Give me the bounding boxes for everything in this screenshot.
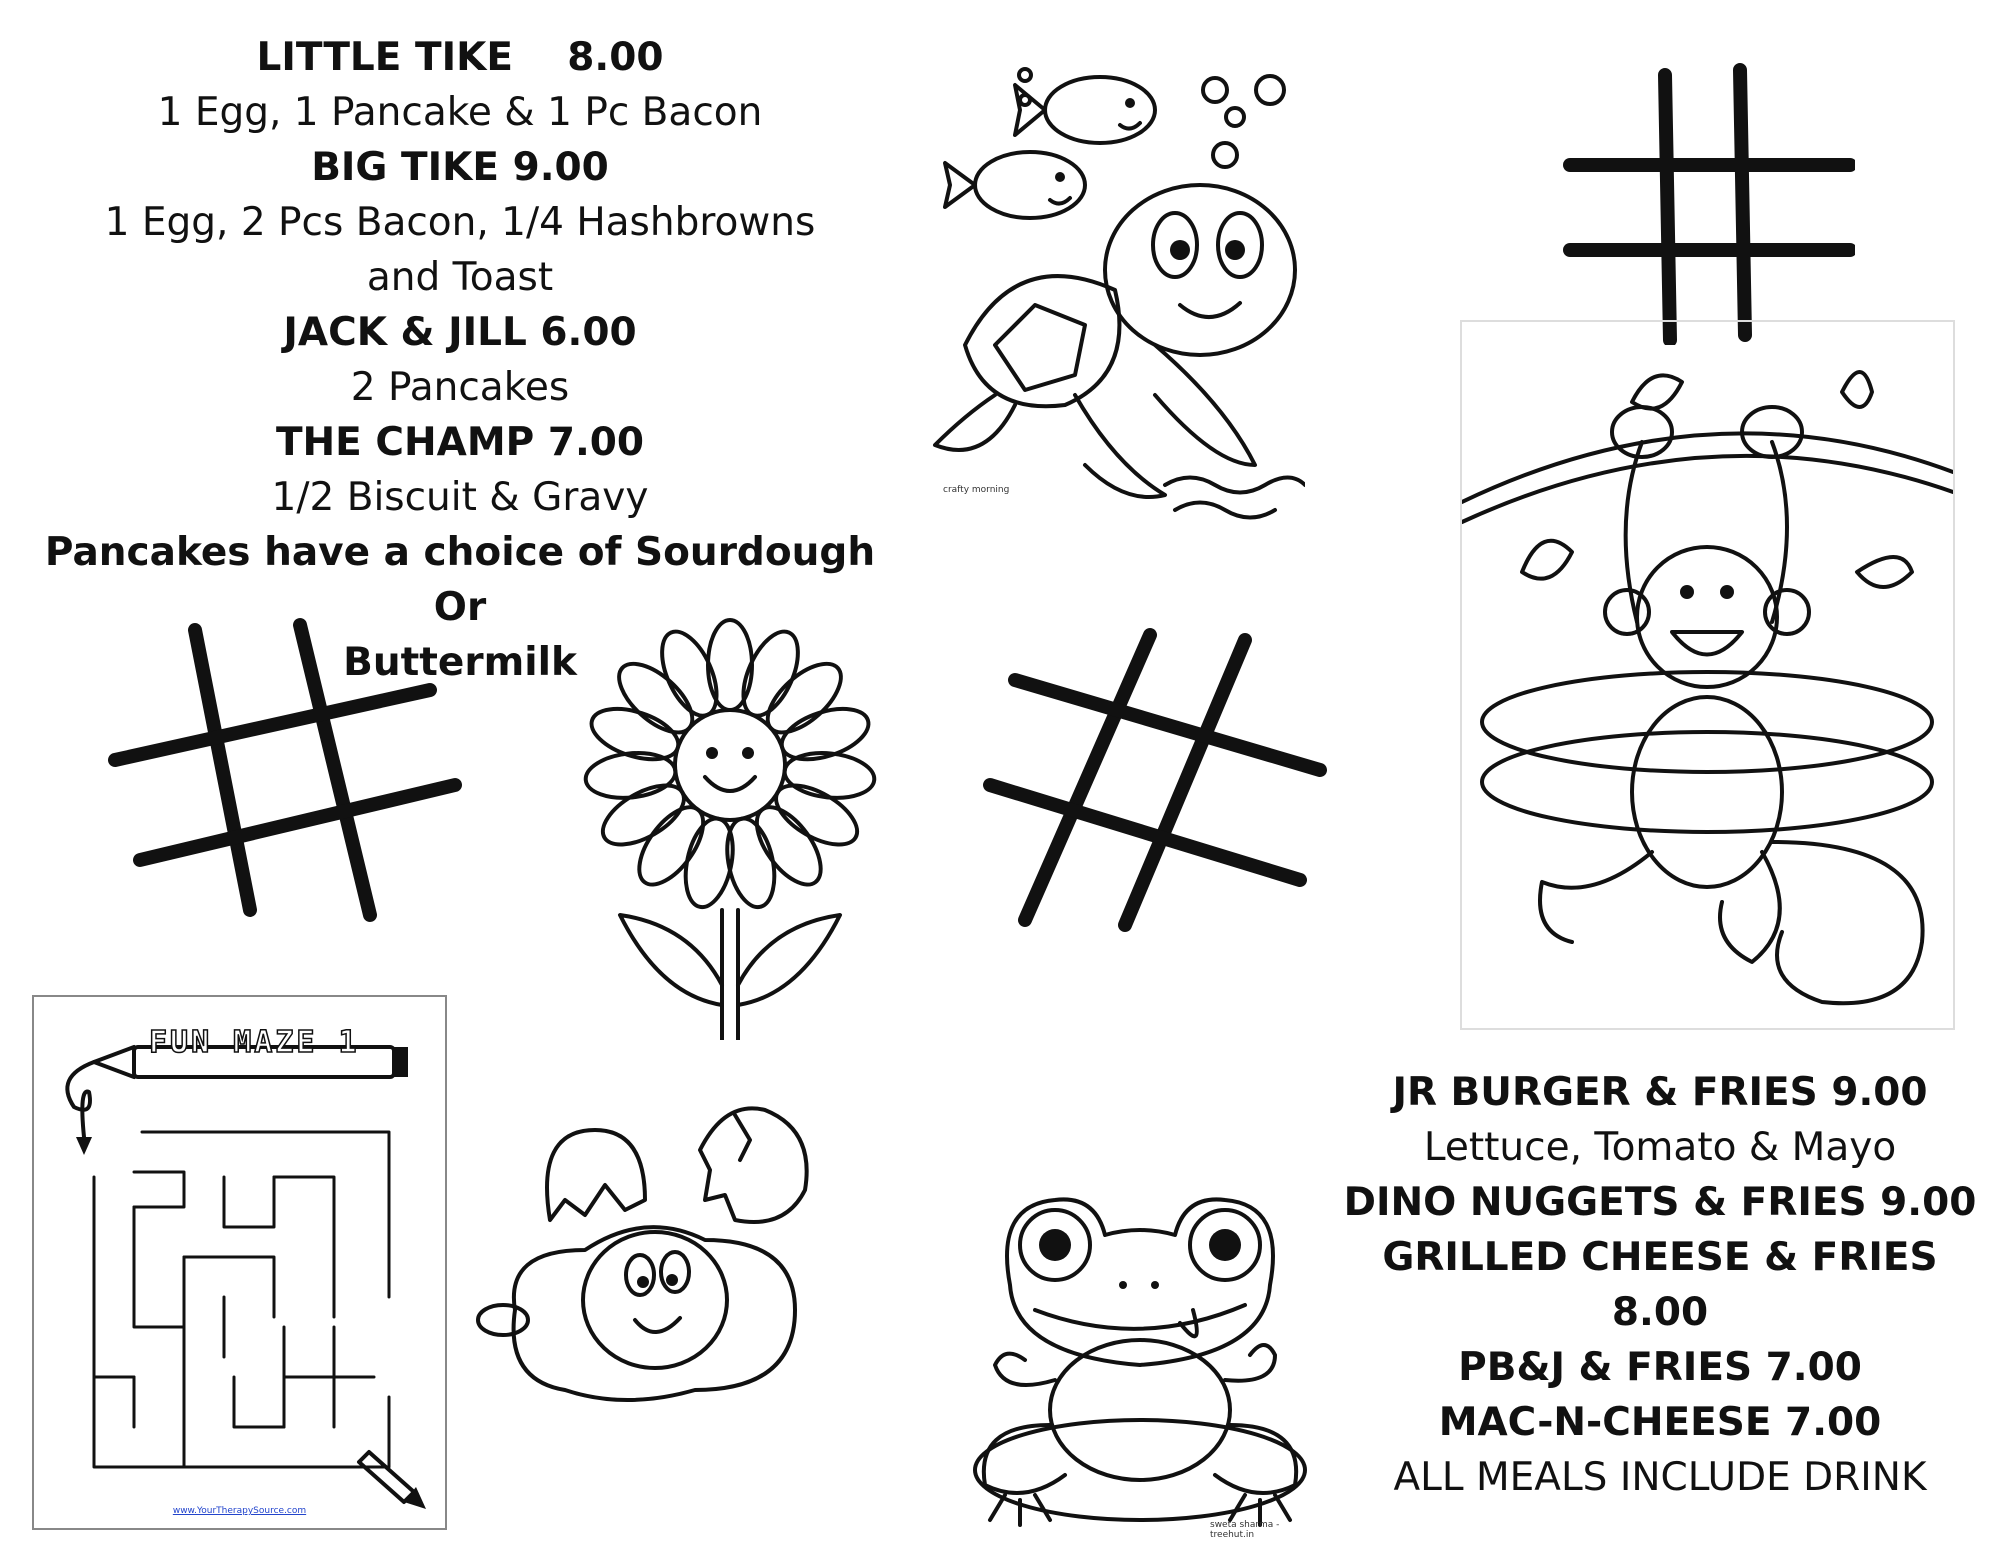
item-champ: THE CHAMP 7.00	[275, 420, 645, 465]
item-jr-burger-desc: Lettuce, Tomato & Mayo	[1423, 1125, 1897, 1170]
item-big-tike: BIG TIKE 9.00	[311, 145, 609, 190]
pancake-note-1: Pancakes have a choice of Sourdough Or	[44, 530, 876, 630]
item-champ-desc: 1/2 Biscuit & Gravy	[271, 475, 649, 520]
item-little-tike: LITTLE TIKE 8.00	[256, 35, 664, 80]
lunch-menu	[1340, 1065, 1980, 1505]
tic-tac-toe-grid-top-icon	[1555, 55, 1855, 345]
item-jack-jill-desc: 2 Pancakes	[350, 365, 570, 410]
item-big-tike-desc-1: 1 Egg, 2 Pcs Bacon, 1/4 Hashbrowns	[104, 200, 816, 245]
item-dino-nuggets: DINO NUGGETS & FRIES 9.00	[1343, 1180, 1977, 1225]
item-little-tike-desc: 1 Egg, 1 Pancake & 1 Pc Bacon	[157, 90, 763, 135]
item-grilled-cheese: GRILLED CHEESE & FRIES 8.00	[1382, 1235, 1938, 1335]
monkey-coloring-icon	[1460, 320, 1955, 1030]
tic-tac-toe-grid-middle-icon	[975, 620, 1335, 940]
maze-url-link[interactable]: www.YourTherapySource.com	[172, 1506, 307, 1516]
flower-coloring-icon	[560, 605, 900, 1040]
frog-coloring-icon	[955, 1165, 1320, 1540]
turtle-fish-coloring-icon	[925, 45, 1305, 525]
item-jack-jill: JACK & JILL 6.00	[283, 310, 637, 355]
item-jr-burger: JR BURGER & FRIES 9.00	[1392, 1070, 1928, 1115]
item-mac-n-cheese: MAC-N-CHEESE 7.00	[1438, 1400, 1882, 1445]
breakfast-menu	[40, 30, 880, 690]
item-big-tike-desc-2: and Toast	[366, 255, 554, 300]
frog-credit: sweta sharma - treehut.in	[1210, 1520, 1280, 1540]
egg-coloring-icon	[475, 1090, 825, 1410]
pancake-note-2: Buttermilk	[343, 640, 577, 685]
maze-puzzle-icon	[32, 995, 447, 1530]
maze-title: FUN MAZE 1	[149, 1025, 360, 1060]
turtle-credit: crafty morning	[943, 485, 1010, 495]
tic-tac-toe-grid-left-icon	[100, 610, 470, 930]
drink-note: ALL MEALS INCLUDE DRINK	[1393, 1455, 1927, 1500]
item-pbj: PB&J & FRIES 7.00	[1458, 1345, 1862, 1390]
